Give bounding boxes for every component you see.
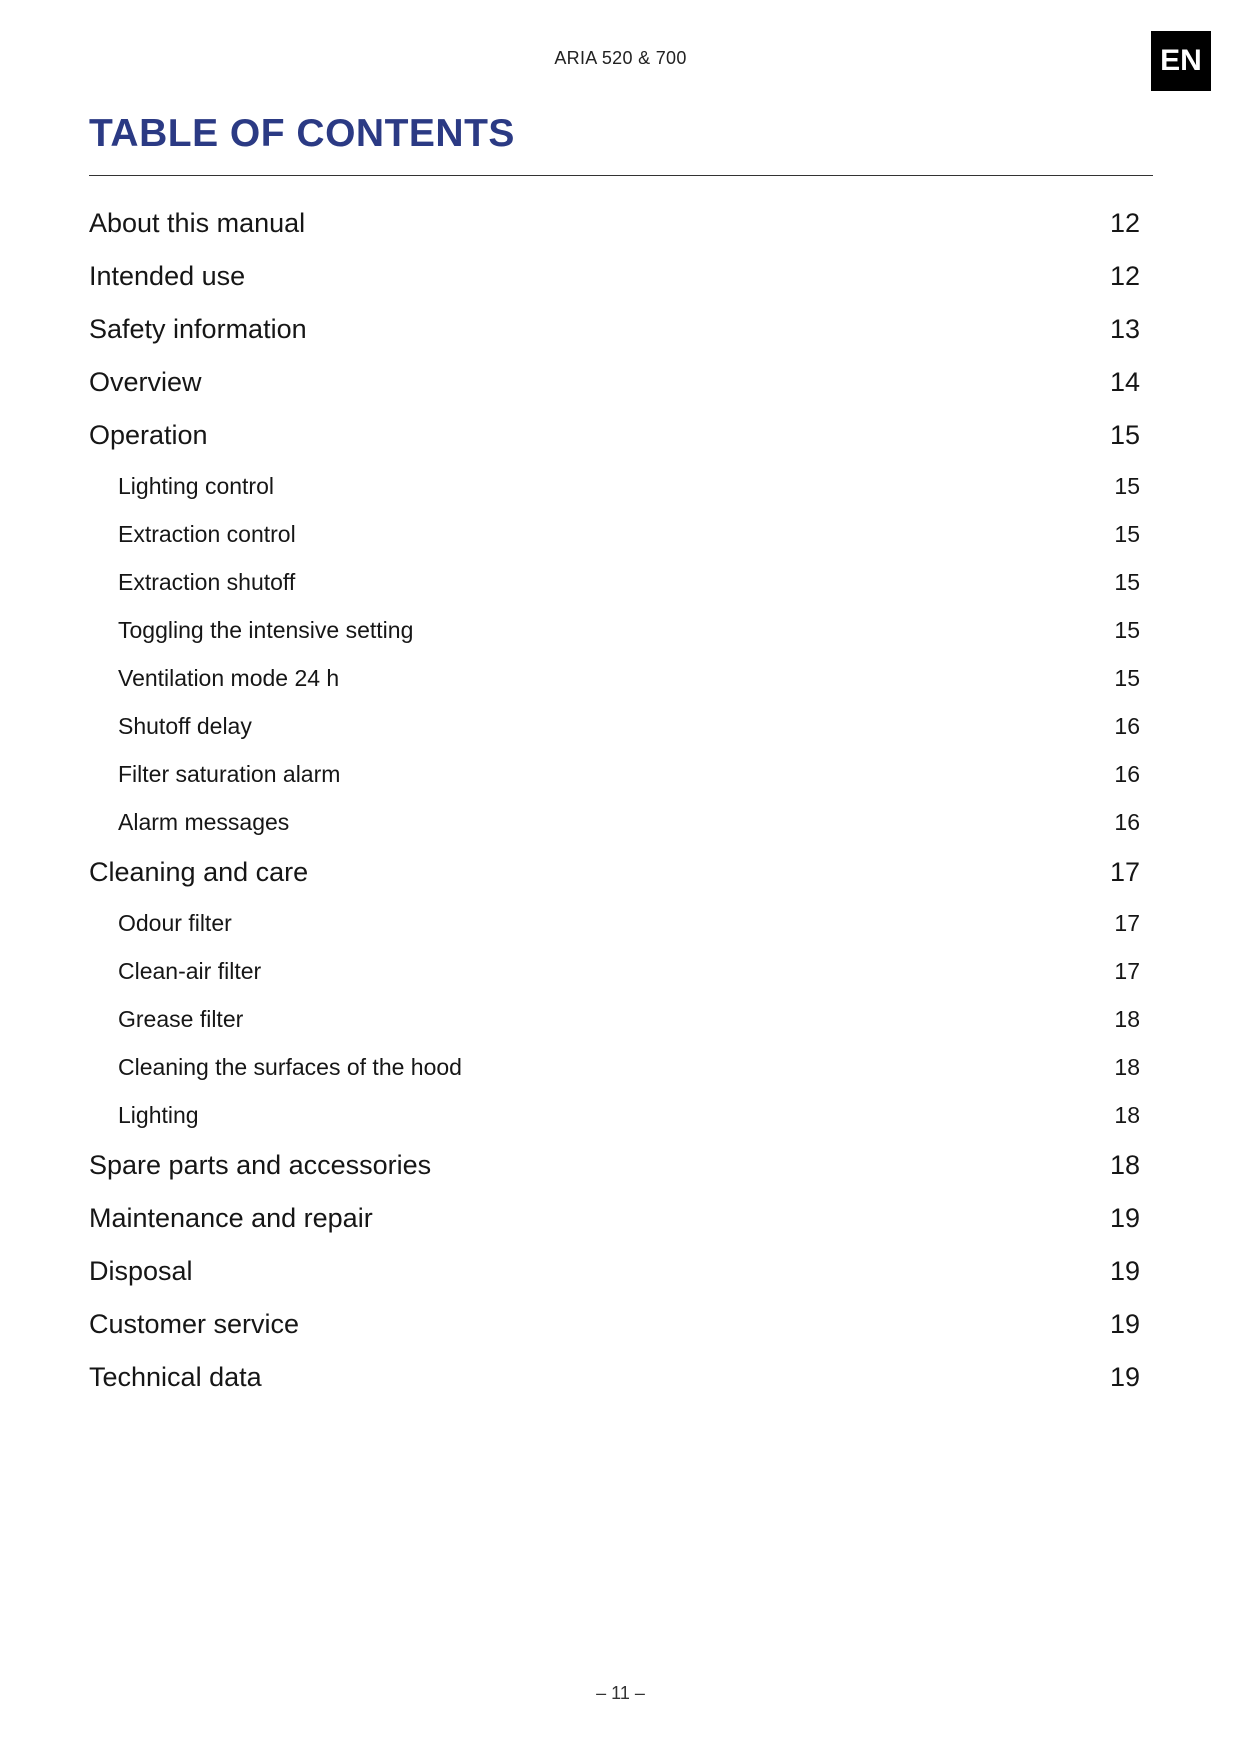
page-title: TABLE OF CONTENTS <box>89 112 515 155</box>
toc-entry-label: Technical data <box>89 1362 262 1392</box>
toc-list <box>89 197 1140 1404</box>
toc-subentry-page: 17 <box>1114 957 1140 984</box>
toc-subentry-page: 15 <box>1114 568 1140 595</box>
toc-subentry-label: Extraction control <box>118 520 296 547</box>
toc-subentry-page: 15 <box>1114 472 1140 499</box>
toc-entry-label: Spare parts and accessories <box>89 1150 432 1180</box>
toc-subentry-page: 18 <box>1114 1101 1140 1128</box>
toc-entry-page: 19 <box>1109 1362 1140 1392</box>
toc-entry-page: 19 <box>1109 1203 1140 1233</box>
toc-subentry-label: Lighting <box>118 1101 199 1128</box>
toc-subentry[interactable] <box>89 1091 1140 1139</box>
toc-subentry[interactable] <box>89 947 1140 995</box>
toc-entry-label: Maintenance and repair <box>89 1203 373 1233</box>
toc-entry-page: 12 <box>1109 261 1140 291</box>
toc-subentry-page: 16 <box>1114 808 1140 835</box>
toc-entry-page: 15 <box>1109 420 1140 450</box>
document-title: ARIA 520 & 700 <box>554 48 687 68</box>
toc-entry-label: About this manual <box>89 208 306 238</box>
toc-subentry-label: Cleaning the surfaces of the hood <box>118 1053 462 1080</box>
toc-subentry-label: Toggling the intensive setting <box>118 616 414 643</box>
toc-entry-label: Customer service <box>89 1309 300 1339</box>
toc-subentry-page: 18 <box>1114 1053 1140 1080</box>
toc-entry[interactable] <box>89 356 1140 409</box>
toc-subentry-page: 16 <box>1114 712 1140 739</box>
toc-subentry-page: 16 <box>1114 760 1140 787</box>
toc-entry-label: Operation <box>89 420 208 450</box>
toc-subentry[interactable] <box>89 462 1140 510</box>
toc-subentry-label: Shutoff delay <box>118 712 252 739</box>
toc-entry-label: Disposal <box>89 1256 193 1286</box>
toc-entry-page: 17 <box>1109 857 1140 887</box>
toc-entry-page: 19 <box>1109 1309 1140 1339</box>
toc-subentry-label: Alarm messages <box>118 808 290 835</box>
title-divider <box>89 175 1153 176</box>
toc-subentry-label: Ventilation mode 24 h <box>118 664 340 691</box>
toc-subentry-page: 15 <box>1114 520 1140 547</box>
toc-entry[interactable] <box>89 1245 1140 1298</box>
toc-subentry-label: Clean-air filter <box>118 957 262 984</box>
toc-entry-label: Safety information <box>89 314 307 344</box>
toc-entry[interactable] <box>89 409 1140 462</box>
toc-subentry[interactable] <box>89 798 1140 846</box>
language-badge[interactable]: EN <box>1151 31 1211 91</box>
toc-subentry-label: Extraction shutoff <box>118 568 296 595</box>
toc-subentry[interactable] <box>89 899 1140 947</box>
toc-subentry-page: 15 <box>1114 616 1140 643</box>
toc-entry-label: Overview <box>89 367 202 397</box>
toc-entry-page: 12 <box>1109 208 1140 238</box>
toc-entry[interactable] <box>89 846 1140 899</box>
toc-subentry-label: Odour filter <box>118 909 232 936</box>
toc-subentry[interactable] <box>89 654 1140 702</box>
toc-entry-page: 18 <box>1109 1150 1140 1180</box>
toc-subentry-label: Filter saturation alarm <box>118 760 341 787</box>
toc-entry[interactable] <box>89 1139 1140 1192</box>
toc-subentry[interactable] <box>89 1043 1140 1091</box>
toc-subentry[interactable] <box>89 750 1140 798</box>
toc-entry[interactable] <box>89 1351 1140 1404</box>
toc-subentry[interactable] <box>89 606 1140 654</box>
toc-entry-page: 19 <box>1109 1256 1140 1286</box>
page-number: – 11 – <box>596 1683 645 1703</box>
toc-subentry-page: 15 <box>1114 664 1140 691</box>
toc-entry-label: Cleaning and care <box>89 857 309 887</box>
toc-subentry-page: 17 <box>1114 909 1140 936</box>
toc-subentry-label: Grease filter <box>118 1005 244 1032</box>
toc-entry[interactable] <box>89 1298 1140 1351</box>
toc-entry-page: 13 <box>1109 314 1140 344</box>
toc-subentry[interactable] <box>89 558 1140 606</box>
toc-entry[interactable] <box>89 197 1140 250</box>
toc-entry[interactable] <box>89 250 1140 303</box>
toc-subentry[interactable] <box>89 995 1140 1043</box>
toc-entry[interactable] <box>89 1192 1140 1245</box>
toc-subentry-label: Lighting control <box>118 472 274 499</box>
toc-subentry[interactable] <box>89 510 1140 558</box>
toc-entry-label: Intended use <box>89 261 246 291</box>
toc-entry[interactable] <box>89 303 1140 356</box>
toc-entry-page: 14 <box>1109 367 1140 397</box>
toc-subentry[interactable] <box>89 702 1140 750</box>
toc-subentry-page: 18 <box>1114 1005 1140 1032</box>
